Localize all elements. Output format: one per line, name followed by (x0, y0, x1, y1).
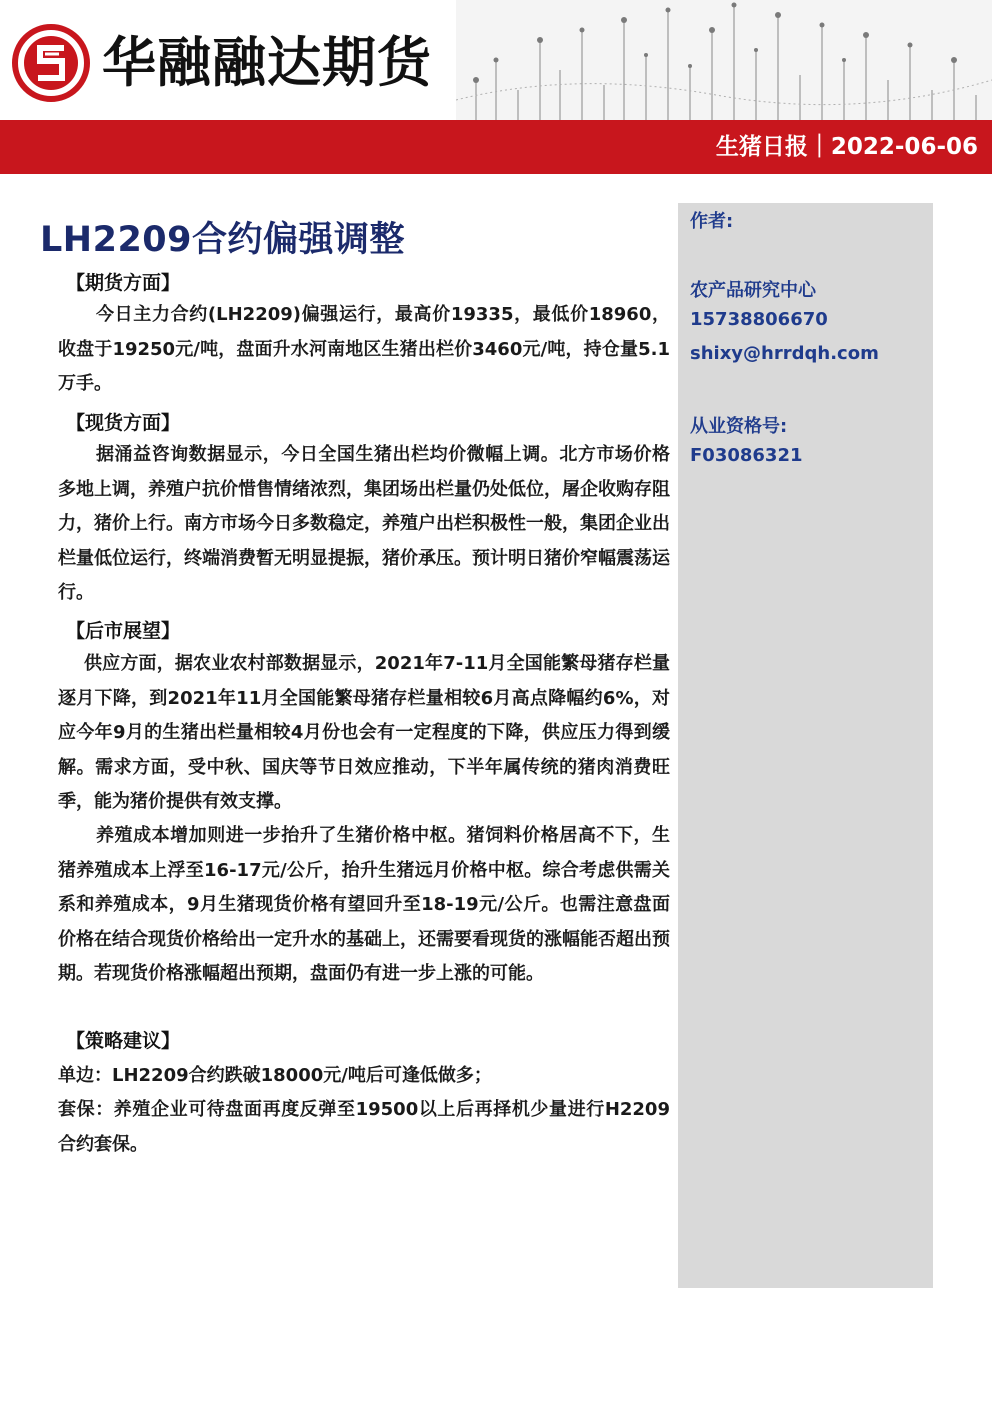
page-header (0, 0, 992, 120)
report-banner (0, 120, 992, 174)
spot-paragraph: 据涌益咨询数据显示，今日全国生猪出栏均价微幅上调。北方市场价格多地上调，养殖户抗价惜售情绪浓烈，集团场出栏量仍处低位，屠企收购存阻力，猪价上行。南方市场今日多数稳定，养殖户出栏积极性一般，集团企业出栏量低位运行，终端消费暂无明显提振，猪价承压。预计明日猪价窄幅震荡运行。 (58, 444, 670, 603)
author-phone: 15738806670 (690, 309, 828, 330)
company-logo-icon (12, 24, 90, 102)
header-decoration (456, 0, 992, 120)
outlook-paragraph-1: 供应方面，据农业农村部数据显示，2021年7-11月全国能繁母猪存栏量逐月下降，到2021年11月全国能繁母猪存栏量相较6月高点降幅约6%，对应今年9月的生猪出栏量相较4月份也会有一定程度的下降，供应压力得到缓解。需求方面，受中秋、国庆等节日效应推动，下半年属传统的猪肉消费旺季，能为猪价提供有效支撑。 (58, 653, 670, 812)
author-department: 农产品研究中心 (690, 280, 816, 301)
strategy-single-side: 单边：LH2209合约跌破18000元/吨后可逢低做多； (58, 1065, 492, 1086)
strategy-hedge: 套保：养殖企业可待盘面再度反弹至19500以上后再择机少量进行H2209合约套保。 (58, 1099, 670, 1155)
company-name: 华融融达期货 (102, 31, 432, 94)
futures-paragraph: 今日主力合约(LH2209)偏强运行，最高价19335，最低价18960，收盘于19250元/吨，盘面升水河南地区生猪出栏价3460元/吨，持仓量5.1万手。 (58, 304, 670, 394)
report-type-date: 生猪日报｜2022-06-06 (715, 134, 978, 160)
license-label: 从业资格号: (690, 416, 788, 437)
spot-heading: 【现货方面】 (66, 412, 181, 434)
author-email: shixy@hrrdqh.com (690, 343, 879, 364)
strategy-heading: 【策略建议】 (66, 1030, 181, 1052)
report-title: LH2209合约偏强调整 (40, 220, 406, 260)
outlook-heading: 【后市展望】 (66, 620, 181, 642)
author-sidebar (678, 203, 933, 1288)
license-number: F03086321 (690, 445, 803, 466)
outlook-paragraph-2: 养殖成本增加则进一步抬升了生猪价格中枢。猪饲料价格居高不下，生猪养殖成本上浮至16-17元/公斤，抬升生猪远月价格中枢。综合考虑供需关系和养殖成本，9月生猪现货价格有望回升至18-19元/公斤。也需注意盘面价格在结合现货价格给出一定升水的基础上，还需要看现货的涨幅能否超出预期。若现货价格涨幅超出预期，盘面仍有进一步上涨的可能。 (58, 825, 670, 984)
futures-heading: 【期货方面】 (66, 272, 181, 294)
author-label: 作者: (690, 211, 734, 232)
